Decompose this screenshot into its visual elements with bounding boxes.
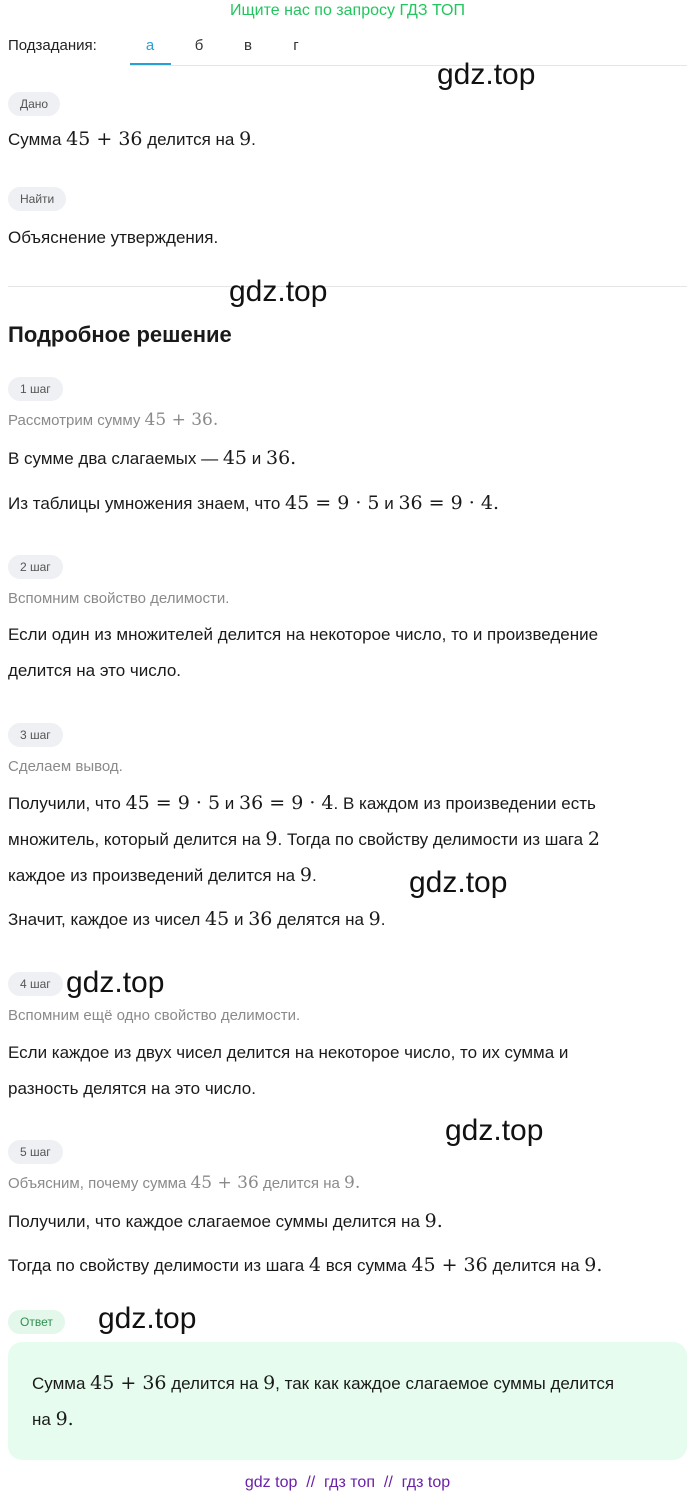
tabs-divider [130, 65, 687, 66]
step-4-hint: Вспомним ещё одно свойство делимости. [8, 1007, 301, 1024]
watermark: gdz.top [409, 866, 508, 899]
step-3-hint: Сделаем вывод. [8, 758, 123, 775]
answer-line-2: на 9. [32, 1408, 74, 1430]
step-5-badge: 5 шаг [8, 1140, 63, 1164]
tab-a[interactable]: а [145, 37, 155, 54]
answer-badge: Ответ [8, 1310, 65, 1334]
watermark: gdz.top [98, 1302, 197, 1335]
given-badge: Дано [8, 92, 60, 116]
subtasks-label: Подзадания: [8, 37, 97, 54]
step-4-line-1: Если каждое из двух чисел делится на некоторое число, то их сумма и [8, 1043, 569, 1062]
step-1-badge: 1 шаг [8, 377, 63, 401]
answer-box [8, 1342, 687, 1460]
watermark: gdz.top [66, 966, 165, 999]
promo-banner: Ищите нас по запросу ГДЗ ТОП [230, 2, 465, 19]
step-3-badge: 3 шаг [8, 723, 63, 747]
step-2-line-1: Если один из множителей делится на некоторое число, то и произведение [8, 625, 599, 644]
step-2-badge: 2 шаг [8, 555, 63, 579]
step-4-line-2: разность делятся на это число. [8, 1079, 256, 1098]
step-5-line-1: Получили, что каждое слагаемое суммы делится на 9. [8, 1210, 443, 1232]
step-1-line-1: В сумме два слагаемых — 45 и 36. [8, 447, 297, 469]
given-text: Сумма 45 + 36 делится на 9. [8, 128, 256, 150]
step-1-hint: Рассмотрим сумму 45 + 36. [8, 410, 219, 430]
answer-line-1: Сумма 45 + 36 делится на 9, так как каждое слагаемое суммы делится [32, 1372, 615, 1394]
tab-v[interactable]: в [244, 37, 252, 54]
solution-title: Подробное решение [8, 322, 232, 347]
find-text: Объяснение утверждения. [8, 228, 219, 247]
section-divider [8, 286, 687, 287]
step-3-line-3: каждое из произведений делится на 9. [8, 864, 317, 886]
step-5-hint: Объясним, почему сумма 45 + 36 делится на 9. [8, 1173, 361, 1193]
tab-g[interactable]: г [293, 37, 299, 54]
footer-links[interactable]: gdz top // гдз топ // гдз top [244, 1474, 451, 1491]
watermark: gdz.top [229, 275, 328, 308]
step-1-line-2: Из таблицы умножения знаем, что 45 = 9 · 5 и 36 = 9 · 4. [8, 492, 499, 514]
watermark: gdz.top [445, 1114, 544, 1147]
find-badge: Найти [8, 187, 66, 211]
step-5-line-2: Тогда по свойству делимости из шага 4 вся сумма 45 + 36 делится на 9. [8, 1254, 603, 1276]
tab-b[interactable]: б [194, 37, 204, 54]
step-4-badge: 4 шаг [8, 972, 63, 996]
step-3-line-1: Получили, что 45 = 9 · 5 и 36 = 9 · 4. В каждом из произведении есть [8, 792, 596, 814]
watermark: gdz.top [437, 58, 536, 91]
step-3-line-4: Значит, каждое из чисел 45 и 36 делятся на 9. [8, 908, 386, 930]
step-3-line-2: множитель, который делится на 9. Тогда по свойству делимости из шага 2 [8, 828, 600, 850]
step-2-line-2: делится на это число. [8, 661, 182, 680]
step-2-hint: Вспомним свойство делимости. [8, 590, 230, 607]
